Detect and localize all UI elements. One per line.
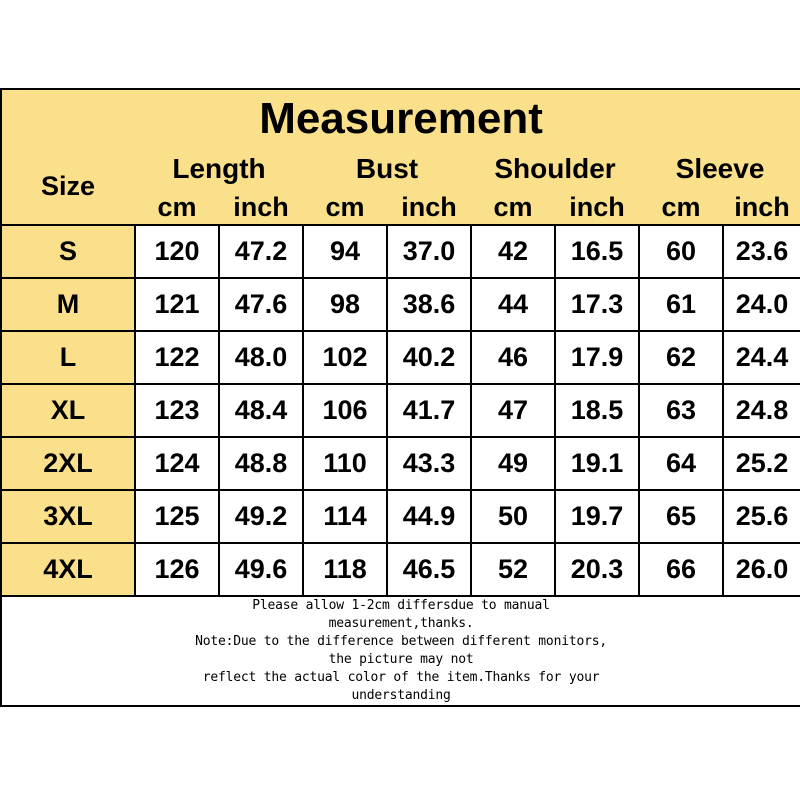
measurement-cell: 66 <box>639 543 723 596</box>
unit-header-sleeve-inch: inch <box>723 190 800 225</box>
measurement-cell: 44.9 <box>387 490 471 543</box>
size-cell: XL <box>1 384 135 437</box>
measurement-cell: 38.6 <box>387 278 471 331</box>
measurement-cell: 17.9 <box>555 331 639 384</box>
measurement-cell: 24.8 <box>723 384 800 437</box>
note-line: Please allow 1-2cm differsdue to manual <box>252 598 550 613</box>
column-group-bust: Bust <box>303 148 471 190</box>
table-title: Measurement <box>1 89 800 148</box>
size-cell: L <box>1 331 135 384</box>
measurement-cell: 47.6 <box>219 278 303 331</box>
measurement-cell: 16.5 <box>555 225 639 278</box>
unit-header-bust-inch: inch <box>387 190 471 225</box>
measurement-cell: 43.3 <box>387 437 471 490</box>
size-table <box>0 88 800 707</box>
table-row <box>1 437 800 490</box>
unit-header-shoulder-cm: cm <box>471 190 555 225</box>
measurement-cell: 63 <box>639 384 723 437</box>
note-line: measurement,thanks. <box>328 616 474 631</box>
size-cell: 4XL <box>1 543 135 596</box>
note-line: the picture may not <box>328 652 474 667</box>
measurement-cell: 49.6 <box>219 543 303 596</box>
measurement-cell: 110 <box>303 437 387 490</box>
column-group-shoulder: Shoulder <box>471 148 639 190</box>
unit-header-bust-cm: cm <box>303 190 387 225</box>
column-group-sleeve: Sleeve <box>639 148 800 190</box>
size-chart <box>0 88 800 707</box>
column-group-length: Length <box>135 148 303 190</box>
measurement-cell: 47.2 <box>219 225 303 278</box>
measurement-cell: 19.1 <box>555 437 639 490</box>
measurement-cell: 17.3 <box>555 278 639 331</box>
measurement-cell: 122 <box>135 331 219 384</box>
size-cell: 3XL <box>1 490 135 543</box>
note-line: Note:Due to the difference between different monitors, <box>195 634 607 649</box>
measurement-cell: 94 <box>303 225 387 278</box>
table-row <box>1 278 800 331</box>
note-line: reflect the actual color of the item.Thanks for your <box>202 670 600 685</box>
measurement-cell: 48.0 <box>219 331 303 384</box>
table-row <box>1 384 800 437</box>
measurement-cell: 60 <box>639 225 723 278</box>
measurement-note <box>1 596 800 706</box>
measurement-cell: 114 <box>303 490 387 543</box>
measurement-cell: 46.5 <box>387 543 471 596</box>
measurement-cell: 98 <box>303 278 387 331</box>
table-row <box>1 490 800 543</box>
measurement-cell: 42 <box>471 225 555 278</box>
measurement-cell: 123 <box>135 384 219 437</box>
table-row <box>1 225 800 278</box>
measurement-cell: 106 <box>303 384 387 437</box>
measurement-cell: 19.7 <box>555 490 639 543</box>
measurement-cell: 40.2 <box>387 331 471 384</box>
table-row <box>1 331 800 384</box>
measurement-cell: 49 <box>471 437 555 490</box>
measurement-cell: 48.4 <box>219 384 303 437</box>
measurement-cell: 120 <box>135 225 219 278</box>
measurement-cell: 50 <box>471 490 555 543</box>
measurement-cell: 118 <box>303 543 387 596</box>
unit-header-length-inch: inch <box>219 190 303 225</box>
measurement-cell: 23.6 <box>723 225 800 278</box>
measurement-cell: 25.6 <box>723 490 800 543</box>
size-header: Size <box>1 148 135 225</box>
measurement-cell: 41.7 <box>387 384 471 437</box>
measurement-cell: 18.5 <box>555 384 639 437</box>
measurement-cell: 26.0 <box>723 543 800 596</box>
measurement-cell: 61 <box>639 278 723 331</box>
measurement-cell: 124 <box>135 437 219 490</box>
note-line: understanding <box>351 688 451 703</box>
size-cell: 2XL <box>1 437 135 490</box>
measurement-cell: 24.4 <box>723 331 800 384</box>
measurement-cell: 102 <box>303 331 387 384</box>
unit-header-shoulder-inch: inch <box>555 190 639 225</box>
size-cell: S <box>1 225 135 278</box>
unit-header-length-cm: cm <box>135 190 219 225</box>
measurement-cell: 52 <box>471 543 555 596</box>
measurement-cell: 37.0 <box>387 225 471 278</box>
measurement-cell: 24.0 <box>723 278 800 331</box>
measurement-cell: 121 <box>135 278 219 331</box>
measurement-cell: 46 <box>471 331 555 384</box>
measurement-cell: 65 <box>639 490 723 543</box>
unit-header-sleeve-cm: cm <box>639 190 723 225</box>
measurement-cell: 44 <box>471 278 555 331</box>
table-row <box>1 543 800 596</box>
measurement-cell: 49.2 <box>219 490 303 543</box>
measurement-cell: 48.8 <box>219 437 303 490</box>
measurement-cell: 25.2 <box>723 437 800 490</box>
measurement-cell: 64 <box>639 437 723 490</box>
measurement-cell: 125 <box>135 490 219 543</box>
measurement-cell: 47 <box>471 384 555 437</box>
size-cell: M <box>1 278 135 331</box>
measurement-cell: 20.3 <box>555 543 639 596</box>
measurement-cell: 126 <box>135 543 219 596</box>
measurement-cell: 62 <box>639 331 723 384</box>
